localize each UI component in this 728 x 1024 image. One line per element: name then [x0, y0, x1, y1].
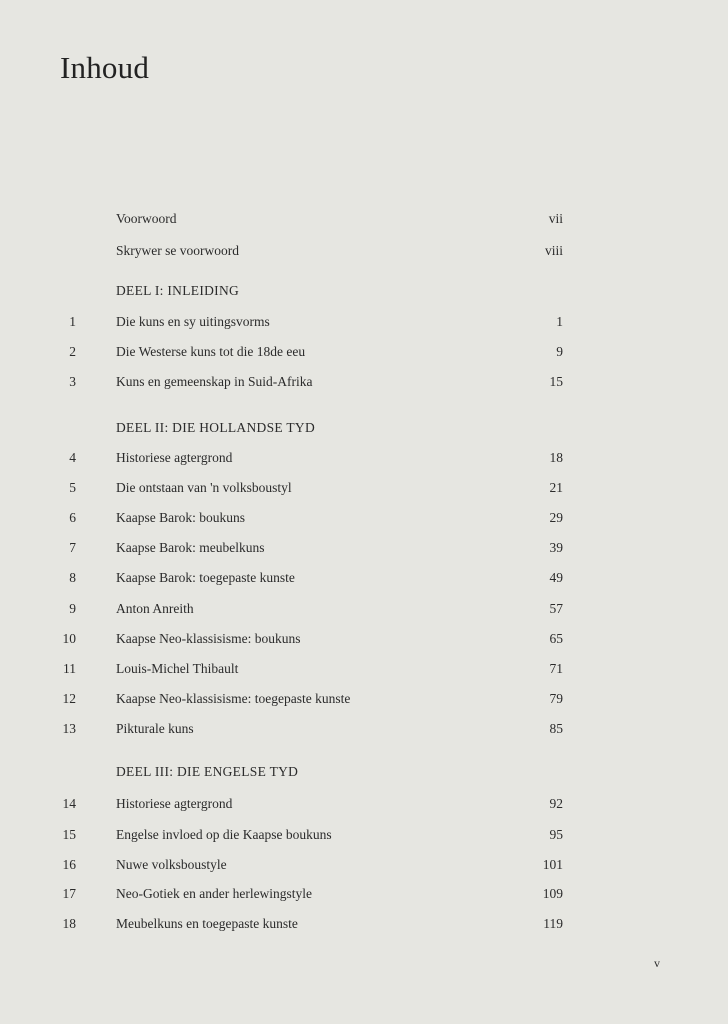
toc-entry[interactable]	[0, 508, 728, 528]
toc-entry[interactable]	[0, 855, 728, 875]
chapter-title: Pikturale kuns	[116, 721, 194, 736]
chapter-title: Kuns en gemeenskap in Suid-Afrika	[116, 374, 313, 389]
chapter-title: Historiese agtergrond	[116, 796, 233, 811]
part-heading: DEEL I: INLEIDING	[116, 283, 240, 298]
part-heading: DEEL II: DIE HOLLANDSE TYD	[116, 420, 316, 435]
toc-entry-title: Voorwoord	[116, 211, 177, 226]
chapter-title: Kaapse Barok: meubelkuns	[116, 540, 265, 555]
chapter-page: 9	[556, 344, 563, 359]
chapter-page: 18	[549, 450, 563, 465]
chapter-title: Kaapse Barok: boukuns	[116, 510, 245, 525]
chapter-title: Kaapse Barok: toegepaste kunste	[116, 570, 295, 585]
toc-entry[interactable]	[0, 448, 728, 468]
toc-entry[interactable]	[0, 568, 728, 588]
chapter-number: 9	[69, 601, 76, 616]
chapter-title: Die Westerse kuns tot die 18de eeu	[116, 344, 306, 359]
chapter-number: 15	[62, 827, 76, 842]
chapter-page: 95	[549, 827, 563, 842]
chapter-number: 17	[62, 886, 76, 901]
chapter-number: 3	[69, 374, 76, 389]
toc-entry-title: Skrywer se voorwoord	[116, 243, 239, 258]
page-title: Inhoud	[60, 50, 150, 85]
chapter-number: 14	[62, 796, 76, 811]
toc-entry[interactable]	[0, 312, 728, 332]
chapter-page: 101	[542, 857, 563, 872]
chapter-page: 71	[549, 661, 563, 676]
chapter-title: Nuwe volksboustyle	[116, 857, 227, 872]
chapter-number: 13	[62, 721, 76, 736]
chapter-title: Meubelkuns en toegepaste kunste	[116, 916, 298, 931]
chapter-number: 6	[69, 510, 76, 525]
toc-entry[interactable]	[0, 825, 728, 845]
toc-entry[interactable]	[0, 914, 728, 934]
chapter-title: Die ontstaan van 'n volksboustyl	[116, 480, 292, 495]
toc-entry[interactable]	[0, 599, 728, 619]
toc-entry[interactable]	[0, 719, 728, 739]
chapter-number: 2	[69, 344, 76, 359]
toc-entry[interactable]	[0, 478, 728, 498]
chapter-number: 5	[69, 480, 76, 495]
toc-entry[interactable]	[0, 342, 728, 362]
toc-entry-page: viii	[544, 243, 563, 258]
chapter-number: 12	[62, 691, 76, 706]
toc-entry[interactable]	[0, 659, 728, 679]
chapter-title: Neo-Gotiek en ander herlewingstyle	[116, 886, 313, 901]
chapter-page: 39	[549, 540, 563, 555]
chapter-title: Engelse invloed op die Kaapse boukuns	[116, 827, 332, 842]
chapter-number: 10	[62, 631, 76, 646]
chapter-page: 119	[543, 916, 563, 931]
chapter-page: 85	[549, 721, 563, 736]
toc-entry[interactable]	[0, 689, 728, 709]
part-heading: DEEL III: DIE ENGELSE TYD	[116, 764, 299, 779]
chapter-title: Kaapse Neo-klassisisme: toegepaste kunste	[116, 691, 351, 706]
chapter-page: 49	[549, 570, 563, 585]
chapter-page: 65	[549, 631, 563, 646]
chapter-title: Die kuns en sy uitingsvorms	[116, 314, 270, 329]
toc-entry[interactable]	[0, 794, 728, 814]
chapter-number: 8	[69, 570, 76, 585]
toc-entry[interactable]	[0, 629, 728, 649]
chapter-number: 7	[69, 540, 76, 555]
chapter-page: 1	[556, 314, 563, 329]
chapter-title: Anton Anreith	[116, 601, 194, 616]
chapter-page: 57	[549, 601, 563, 616]
chapter-page: 92	[549, 796, 563, 811]
chapter-page: 21	[549, 480, 563, 495]
chapter-title: Kaapse Neo-klassisisme: boukuns	[116, 631, 301, 646]
chapter-page: 79	[549, 691, 563, 706]
chapter-number: 4	[69, 450, 76, 465]
chapter-page: 15	[549, 374, 563, 389]
chapter-page: 109	[542, 886, 563, 901]
chapter-page: 29	[549, 510, 563, 525]
toc-entry-author-foreword[interactable]	[0, 241, 728, 261]
page-number: v	[654, 956, 660, 970]
chapter-title: Historiese agtergrond	[116, 450, 233, 465]
chapter-title: Louis-Michel Thibault	[116, 661, 239, 676]
chapter-number: 16	[62, 857, 76, 872]
toc-entry[interactable]	[0, 372, 728, 392]
chapter-number: 18	[62, 916, 76, 931]
toc-entry-page: vii	[548, 211, 563, 226]
chapter-number: 11	[63, 661, 76, 676]
toc-entry-foreword[interactable]	[0, 209, 728, 229]
toc-entry[interactable]	[0, 538, 728, 558]
toc-entry[interactable]	[0, 884, 728, 904]
chapter-number: 1	[69, 314, 76, 329]
